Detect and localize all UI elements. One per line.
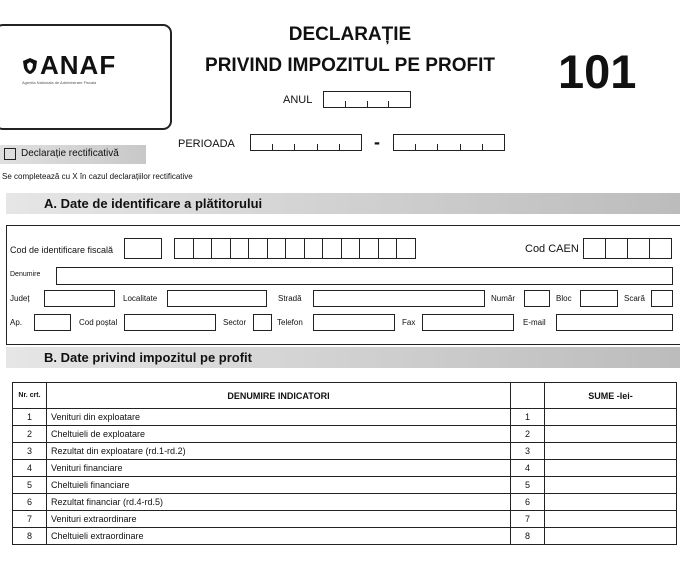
street-input[interactable] xyxy=(313,290,485,307)
row-indicator-name: Venituri extraordinare xyxy=(47,511,511,528)
county-label: Județ xyxy=(10,294,30,303)
shield-icon xyxy=(22,57,38,75)
row-code: 4 xyxy=(511,460,545,477)
cif-label: Cod de identificare fiscală xyxy=(10,245,114,255)
row-code: 2 xyxy=(511,426,545,443)
apartment-input[interactable] xyxy=(34,314,71,331)
row-indicator-name: Cheltuieli de exploatare xyxy=(47,426,511,443)
table-row xyxy=(13,528,677,545)
form-title-line1: DECLARAȚIE xyxy=(288,24,412,45)
period-label: PERIOADA xyxy=(178,138,235,150)
apartment-label: Ap. xyxy=(10,318,23,327)
row-nr: 1 xyxy=(13,409,47,426)
col-name-header: DENUMIRE INDICATORI xyxy=(47,383,511,409)
row-nr: 4 xyxy=(13,460,47,477)
rectification-note: Se completează cu X în cazul declarațiilor rectificative xyxy=(2,172,193,181)
section-b-header xyxy=(6,347,680,368)
section-a-header xyxy=(6,193,680,214)
row-sum-input[interactable] xyxy=(545,511,677,528)
table-row xyxy=(13,494,677,511)
caen-input[interactable] xyxy=(583,238,672,259)
email-input[interactable] xyxy=(556,314,673,331)
street-label: Stradă xyxy=(278,294,302,303)
table-header-row xyxy=(13,383,677,409)
period-start-input[interactable] xyxy=(250,134,362,151)
county-input[interactable] xyxy=(44,290,115,307)
row-code: 7 xyxy=(511,511,545,528)
locality-input[interactable] xyxy=(167,290,267,307)
cif-attribute-input[interactable] xyxy=(124,238,162,259)
name-label: Denumire xyxy=(10,271,41,278)
row-sum-input[interactable] xyxy=(545,460,677,477)
col-nr-header: Nr. crt. xyxy=(13,383,47,409)
number-label: Număr xyxy=(491,294,516,303)
row-nr: 8 xyxy=(13,528,47,545)
table-row xyxy=(13,460,677,477)
number-input[interactable] xyxy=(524,290,550,307)
year-label: ANUL xyxy=(283,94,313,106)
row-nr: 6 xyxy=(13,494,47,511)
row-indicator-name: Venituri din exploatare xyxy=(47,409,511,426)
form-title-line2: PRIVIND IMPOZITUL PE PROFIT xyxy=(205,55,495,76)
sector-input[interactable] xyxy=(253,314,272,331)
row-nr: 3 xyxy=(13,443,47,460)
name-input[interactable] xyxy=(56,267,673,285)
rectification-checkbox[interactable] xyxy=(4,148,16,160)
row-code: 6 xyxy=(511,494,545,511)
form-number: 101 xyxy=(558,45,637,98)
anaf-logo xyxy=(22,50,116,81)
col-sums-header: SUME -lei- xyxy=(545,383,677,409)
section-a-title: A. Date de identificare a plătitorului xyxy=(44,196,263,211)
stair-label: Scară xyxy=(624,294,645,303)
block-input[interactable] xyxy=(580,290,618,307)
fax-input[interactable] xyxy=(422,314,514,331)
period-end-input[interactable] xyxy=(393,134,505,151)
period-dash: - xyxy=(374,132,380,152)
row-nr: 7 xyxy=(13,511,47,528)
postal-code-label: Cod poștal xyxy=(79,318,118,327)
row-code: 1 xyxy=(511,409,545,426)
row-indicator-name: Cheltuieli extraordinare xyxy=(47,528,511,545)
row-code: 8 xyxy=(511,528,545,545)
row-sum-input[interactable] xyxy=(545,409,677,426)
fax-label: Fax xyxy=(402,318,416,327)
email-label: E-mail xyxy=(523,318,546,327)
table-row xyxy=(13,443,677,460)
logo-text: ANAF xyxy=(40,50,117,80)
row-sum-input[interactable] xyxy=(545,477,677,494)
row-sum-input[interactable] xyxy=(545,494,677,511)
table-row xyxy=(13,426,677,443)
row-code: 5 xyxy=(511,477,545,494)
row-indicator-name: Rezultat din exploatare (rd.1-rd.2) xyxy=(47,443,511,460)
caen-label: Cod CAEN xyxy=(525,243,579,255)
locality-label: Localitate xyxy=(123,294,158,303)
year-input[interactable] xyxy=(323,91,411,108)
row-sum-input[interactable] xyxy=(545,426,677,443)
row-code: 3 xyxy=(511,443,545,460)
postal-code-input[interactable] xyxy=(124,314,216,331)
row-nr: 2 xyxy=(13,426,47,443)
section-b-title: B. Date privind impozitul pe profit xyxy=(44,350,252,365)
stair-input[interactable] xyxy=(651,290,673,307)
indicators-table xyxy=(12,382,677,545)
col-code-header xyxy=(511,383,545,409)
logo-subtitle: Agentia Nationala de Administrare Fiscala xyxy=(22,80,97,85)
table-row xyxy=(13,409,677,426)
phone-label: Telefon xyxy=(277,318,303,327)
row-indicator-name: Cheltuieli financiare xyxy=(47,477,511,494)
table-row xyxy=(13,477,677,494)
row-indicator-name: Rezultat financiar (rd.4-rd.5) xyxy=(47,494,511,511)
row-indicator-name: Venituri financiare xyxy=(47,460,511,477)
rectification-label: Declarație rectificativă xyxy=(21,148,119,159)
row-sum-input[interactable] xyxy=(545,528,677,545)
row-sum-input[interactable] xyxy=(545,443,677,460)
sector-label: Sector xyxy=(223,318,247,327)
phone-input[interactable] xyxy=(313,314,395,331)
cif-input[interactable] xyxy=(174,238,416,259)
table-row xyxy=(13,511,677,528)
row-nr: 5 xyxy=(13,477,47,494)
block-label: Bloc xyxy=(556,294,572,303)
